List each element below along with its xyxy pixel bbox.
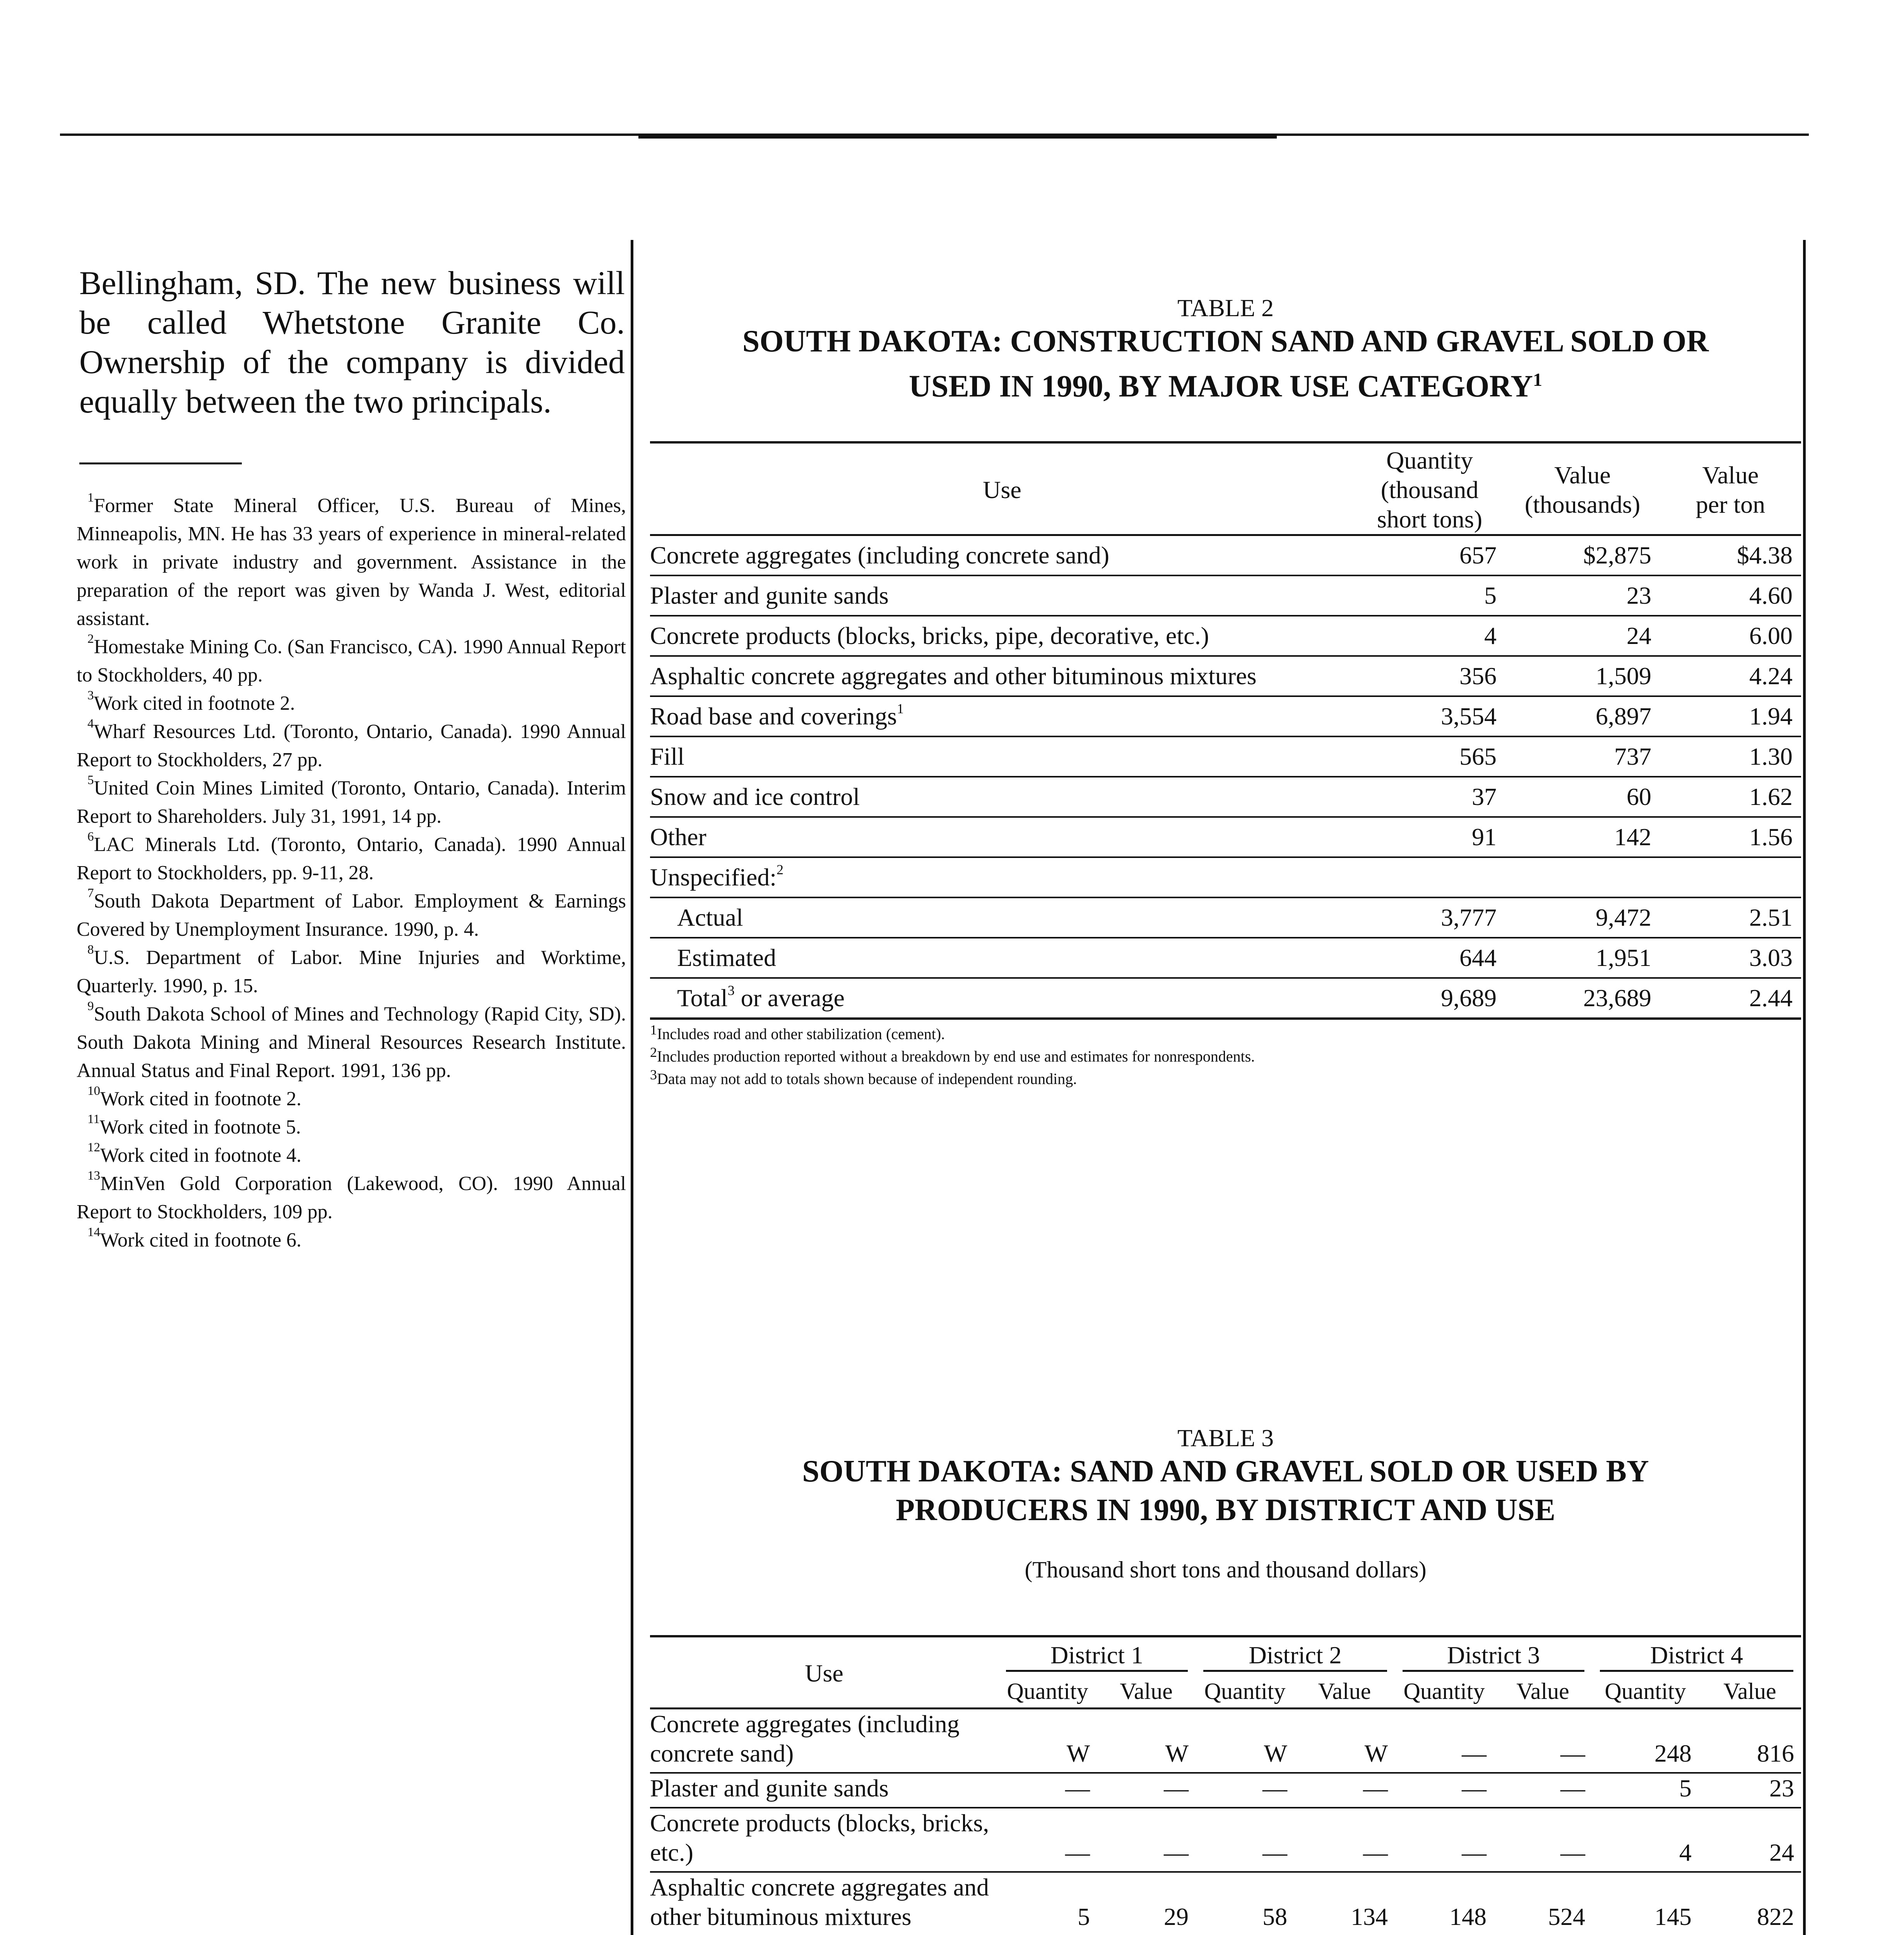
row-label: Snow and ice control (650, 777, 1354, 817)
footnote-text: Work cited in footnote 6. (100, 1229, 302, 1251)
cell-per-ton: 4.24 (1660, 656, 1801, 696)
cell-per-ton: 1.62 (1660, 777, 1801, 817)
cell-per-ton: 6.00 (1660, 616, 1801, 656)
footnote-number: 5 (87, 773, 94, 787)
footnote-number: 2 (87, 632, 94, 646)
cell-per-ton: $4.38 (1660, 535, 1801, 576)
row-label: Other (650, 817, 1354, 857)
footnote (77, 491, 626, 633)
footnote (77, 831, 626, 887)
table-row (650, 978, 1801, 1019)
footnote-text: Work cited in footnote 2. (94, 692, 295, 714)
table-row (650, 1709, 1801, 1773)
table-row (650, 535, 1801, 576)
footnote-text: South Dakota Department of Labor. Employment & Earnings Covered by Unemployment Insurance. 1990, p. 4. (77, 890, 626, 940)
table-cell: — (1294, 1808, 1395, 1872)
cell-per-ton: 2.44 (1660, 978, 1801, 1019)
cell-per-ton: 2.51 (1660, 897, 1801, 938)
table-cell: W (998, 1709, 1097, 1773)
t3-subheader-quantity: Quantity (1592, 1673, 1699, 1709)
table-cell: 145 (1592, 1872, 1699, 1935)
table-row (650, 1808, 1801, 1872)
row-label: Unspecified:$^2$ (650, 857, 1354, 897)
table-3-title-line1: SOUTH DAKOTA: SAND AND GRAVEL SOLD OR USED BY (802, 1454, 1649, 1488)
table-row (650, 696, 1801, 736)
table-cell: 4 (1592, 1808, 1699, 1872)
footnote-text: Former State Mineral Officer, U.S. Bureau of Mines, Minneapolis, MN. He has 33 years of experience in mineral-related work in private industry and government. Assistance in the preparation of the report was given by Wanda J. West, editorial assistant. (77, 495, 626, 630)
cell-quantity: 5 (1354, 575, 1505, 616)
table-3 (650, 1635, 1801, 1935)
footnote-separator (79, 462, 242, 464)
row-label: Asphaltic concrete aggregates and other bituminous mixtures (650, 656, 1354, 696)
table-cell: 24 (1699, 1808, 1801, 1872)
t3-header-district-2: District 2 (1196, 1636, 1395, 1673)
cell-value: 6,897 (1505, 696, 1660, 736)
top-rule-accent (638, 135, 1277, 139)
table-2-caption: TABLE 2 (1177, 294, 1274, 322)
table-3-title-line2: PRODUCERS IN 1990, BY DISTRICT AND USE (896, 1493, 1555, 1527)
table-cell: 524 (1493, 1872, 1592, 1935)
cell-quantity: 565 (1354, 736, 1505, 777)
table-row (650, 1872, 1801, 1935)
cell-value: $2,875 (1505, 535, 1660, 576)
cell-quantity: 644 (1354, 938, 1505, 978)
table-row (650, 656, 1801, 696)
table-2 (650, 441, 1801, 1090)
table-row (650, 817, 1801, 857)
table-cell: W (1196, 1709, 1294, 1773)
footnote (77, 1141, 626, 1170)
table-3-title-block (650, 1424, 1801, 1583)
t3-header-use: Use (650, 1636, 998, 1709)
table-cell: 134 (1294, 1872, 1395, 1935)
footnote (77, 944, 626, 1000)
cell-per-ton: 1.30 (1660, 736, 1801, 777)
footnote-number: 6 (87, 830, 94, 844)
table-cell: 148 (1395, 1872, 1493, 1935)
row-label: Road base and coverings$^1$ (650, 696, 1354, 736)
table-cell: — (998, 1773, 1097, 1808)
cell-quantity: 4 (1354, 616, 1505, 656)
table-2-title-line1: SOUTH DAKOTA: CONSTRUCTION SAND AND GRAVEL SOLD OR (742, 324, 1709, 358)
row-label: Actual (650, 897, 1354, 938)
table-row (650, 938, 1801, 978)
t3-header-district-4: District 4 (1592, 1636, 1801, 1673)
footnote (77, 633, 626, 689)
cell-value: 737 (1505, 736, 1660, 777)
table-cell: 822 (1699, 1872, 1801, 1935)
table-cell: — (1196, 1773, 1294, 1808)
table-row (650, 736, 1801, 777)
cell-value: 1,509 (1505, 656, 1660, 696)
cell-quantity: 657 (1354, 535, 1505, 576)
table-cell: — (1097, 1773, 1196, 1808)
cell-quantity: 3,554 (1354, 696, 1505, 736)
table-cell: — (1395, 1808, 1493, 1872)
footnote-number: 1 (87, 491, 94, 505)
row-label: Concrete products (blocks, bricks, pipe, decorative, etc.) (650, 616, 1354, 656)
cell-quantity (1354, 857, 1505, 897)
cell-quantity: 91 (1354, 817, 1505, 857)
table-cell: W (1097, 1709, 1196, 1773)
footnote-number: 8 (87, 943, 94, 957)
table-cell: 816 (1699, 1709, 1801, 1773)
footnote-text: MinVen Gold Corporation (Lakewood, CO). 1990 Annual Report to Stockholders, 109 pp. (77, 1173, 626, 1223)
row-label: Estimated (650, 938, 1354, 978)
cell-value: 142 (1505, 817, 1660, 857)
t2-header-quantity: Quantity (thousand short tons) (1354, 442, 1505, 535)
footnote-number: 9 (87, 999, 94, 1013)
footnote-text: U.S. Department of Labor. Mine Injuries and Worktime, Quarterly. 1990, p. 15. (77, 947, 626, 997)
table-3-caption: TABLE 3 (1177, 1424, 1274, 1452)
row-label: Plaster and gunite sands (650, 575, 1354, 616)
table-2-title-block (650, 294, 1801, 406)
footnote-text: Homestake Mining Co. (San Francisco, CA). 1990 Annual Report to Stockholders, 40 pp. (77, 636, 626, 686)
cell-value: 60 (1505, 777, 1660, 817)
table-row (650, 575, 1801, 616)
table-cell: — (998, 1808, 1097, 1872)
footnote-text: Work cited in footnote 5. (99, 1116, 301, 1138)
footnote-text: Work cited in footnote 2. (100, 1088, 302, 1110)
t3-subheader-quantity: Quantity (998, 1673, 1097, 1709)
footnote (77, 1113, 626, 1141)
t3-header-district-1: District 1 (998, 1636, 1196, 1673)
footnote-text: United Coin Mines Limited (Toronto, Ontario, Canada). Interim Report to Shareholders. July 31, 1991, 14 pp. (77, 777, 626, 827)
table-row (650, 616, 1801, 656)
cell-quantity: 37 (1354, 777, 1505, 817)
table-note: $^1$Includes road and other stabilization (cement). (650, 1022, 945, 1043)
t2-header-use: Use (650, 442, 1354, 535)
cell-per-ton: 4.60 (1660, 575, 1801, 616)
t3-subheader-quantity: Quantity (1395, 1673, 1493, 1709)
t2-header-value: Value (thousands) (1505, 442, 1660, 535)
footnote (77, 887, 626, 944)
row-label: Total$^3$ or average (650, 978, 1354, 1019)
table-cell: 5 (1592, 1773, 1699, 1808)
footnote-text: LAC Minerals Ltd. (Toronto, Ontario, Canada). 1990 Annual Report to Stockholders, pp. 9-11, 28. (77, 834, 626, 884)
footnote-number: 10 (87, 1084, 100, 1098)
t3-subheader-value: Value (1294, 1673, 1395, 1709)
row-label: Concrete aggregates (including concrete sand) (650, 535, 1354, 576)
footnote-number: 11 (87, 1112, 100, 1126)
cell-value: 9,472 (1505, 897, 1660, 938)
cell-quantity: 356 (1354, 656, 1505, 696)
row-label: Plaster and gunite sands (650, 1773, 998, 1808)
footnote-number: 12 (87, 1140, 100, 1154)
row-label: Concrete products (blocks, bricks, etc.) (650, 1808, 998, 1872)
table-cell: — (1493, 1709, 1592, 1773)
table-cell: 5 (998, 1872, 1097, 1935)
footnote-number: 4 (87, 717, 94, 731)
table-cell: — (1294, 1773, 1395, 1808)
t3-subheader-quantity: Quantity (1196, 1673, 1294, 1709)
footnote-text: Work cited in footnote 4. (100, 1144, 302, 1166)
cell-per-ton: 1.94 (1660, 696, 1801, 736)
footnote-number: 7 (87, 886, 94, 900)
footnote-number: 13 (87, 1169, 100, 1183)
cell-quantity: 3,777 (1354, 897, 1505, 938)
table-row (650, 1773, 1801, 1808)
table-cell: W (1294, 1709, 1395, 1773)
footnotes-list (77, 491, 626, 1254)
t2-header-value-per-ton: Value per ton (1660, 442, 1801, 535)
footnote-text: South Dakota School of Mines and Technology (Rapid City, SD). South Dakota Mining and Mineral Resources Research Institute. Annual Status and Final Report. 1991, 136 pp. (77, 1003, 626, 1082)
table-row (650, 857, 1801, 897)
row-label: Fill (650, 736, 1354, 777)
column-divider-right (1803, 240, 1806, 1935)
table-row (650, 897, 1801, 938)
table-cell: 58 (1196, 1872, 1294, 1935)
table-cell: — (1493, 1773, 1592, 1808)
footnote (77, 1226, 626, 1254)
table-cell: — (1395, 1709, 1493, 1773)
cell-per-ton: 1.56 (1660, 817, 1801, 857)
cell-value: 24 (1505, 616, 1660, 656)
footnote (77, 1000, 626, 1085)
t3-header-district-3: District 3 (1395, 1636, 1592, 1673)
row-label: Asphaltic concrete aggregates and other bituminous mixtures (650, 1872, 998, 1935)
cell-quantity: 9,689 (1354, 978, 1505, 1019)
table-note: $^2$Includes production reported without a breakdown by end use and estimates for nonrespondents. (650, 1045, 1255, 1065)
table-row (650, 777, 1801, 817)
table-cell: — (1395, 1773, 1493, 1808)
table-note: $^3$Data may not add to totals shown because of independent rounding. (650, 1067, 1077, 1087)
row-label: Concrete aggregates (including concrete sand) (650, 1709, 998, 1773)
footnote (77, 717, 626, 774)
table-cell: — (1493, 1808, 1592, 1872)
column-divider-left (631, 240, 633, 1935)
cell-value: 23 (1505, 575, 1660, 616)
table-2-notes (650, 1023, 1801, 1090)
table-3-subtitle: (Thousand short tons and thousand dollars) (1025, 1557, 1427, 1582)
footnote (77, 1085, 626, 1113)
table-cell: — (1196, 1808, 1294, 1872)
cell-value: 1,951 (1505, 938, 1660, 978)
t3-subheader-value: Value (1097, 1673, 1196, 1709)
table-2-title-line2: USED IN 1990, BY MAJOR USE CATEGORY$^1$ (909, 369, 1542, 404)
footnote (77, 689, 626, 717)
table-cell: 248 (1592, 1709, 1699, 1773)
intro-paragraph: Bellingham, SD. The new business will be called Whetstone Granite Co. Ownership of the company is divided equally between the two principals. (79, 264, 625, 420)
footnote (77, 774, 626, 831)
footnote-number: 3 (87, 688, 94, 702)
footnote-number: 14 (87, 1225, 100, 1239)
table-cell: 23 (1699, 1773, 1801, 1808)
cell-per-ton (1660, 857, 1801, 897)
footnote (77, 1170, 626, 1226)
table-cell: — (1097, 1808, 1196, 1872)
t3-subheader-value: Value (1493, 1673, 1592, 1709)
footnote-text: Wharf Resources Ltd. (Toronto, Ontario, Canada). 1990 Annual Report to Stockholders, 27 pp. (77, 721, 626, 771)
cell-value: 23,689 (1505, 978, 1660, 1019)
table-cell: 29 (1097, 1872, 1196, 1935)
cell-value (1505, 857, 1660, 897)
t3-subheader-value: Value (1699, 1673, 1801, 1709)
cell-per-ton: 3.03 (1660, 938, 1801, 978)
